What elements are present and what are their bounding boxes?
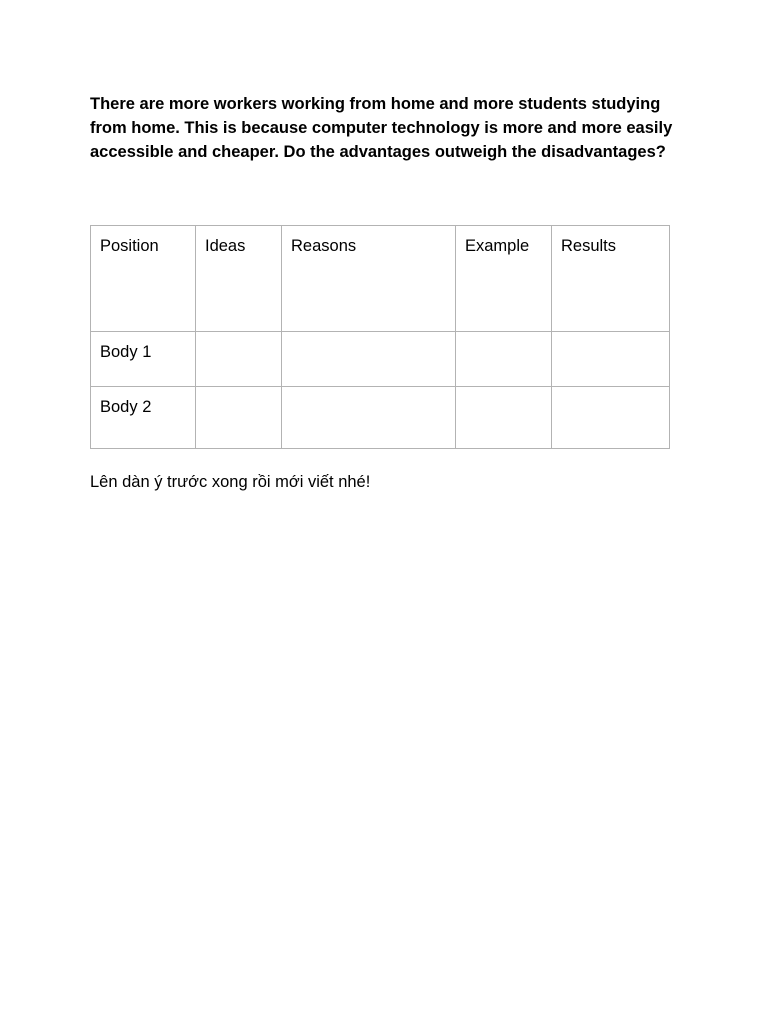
instruction-note: Lên dàn ý trước xong rồi mới viết nhé! (90, 473, 371, 491)
row-label-body-1: Body 1 (91, 332, 196, 387)
table-cell (552, 332, 670, 387)
table-cell (196, 387, 282, 449)
table-row (91, 387, 670, 449)
header-cell-position: Position (91, 226, 196, 332)
table-cell (196, 332, 282, 387)
header-cell-example: Example (456, 226, 552, 332)
table-cell (282, 387, 456, 449)
essay-outline-table (90, 225, 670, 449)
header-cell-ideas: Ideas (196, 226, 282, 332)
table-cell (456, 387, 552, 449)
table-row (91, 332, 670, 387)
table-cell (282, 332, 456, 387)
essay-prompt: There are more workers working from home and more students studying from home. This is because computer technology is more and more easily accessible and cheaper. Do the advantages outweigh the disadvantages? (90, 95, 673, 161)
header-cell-reasons: Reasons (282, 226, 456, 332)
table-cell (456, 332, 552, 387)
table-cell (552, 387, 670, 449)
header-cell-results: Results (552, 226, 670, 332)
table-header-row (91, 226, 670, 332)
row-label-body-2: Body 2 (91, 387, 196, 449)
